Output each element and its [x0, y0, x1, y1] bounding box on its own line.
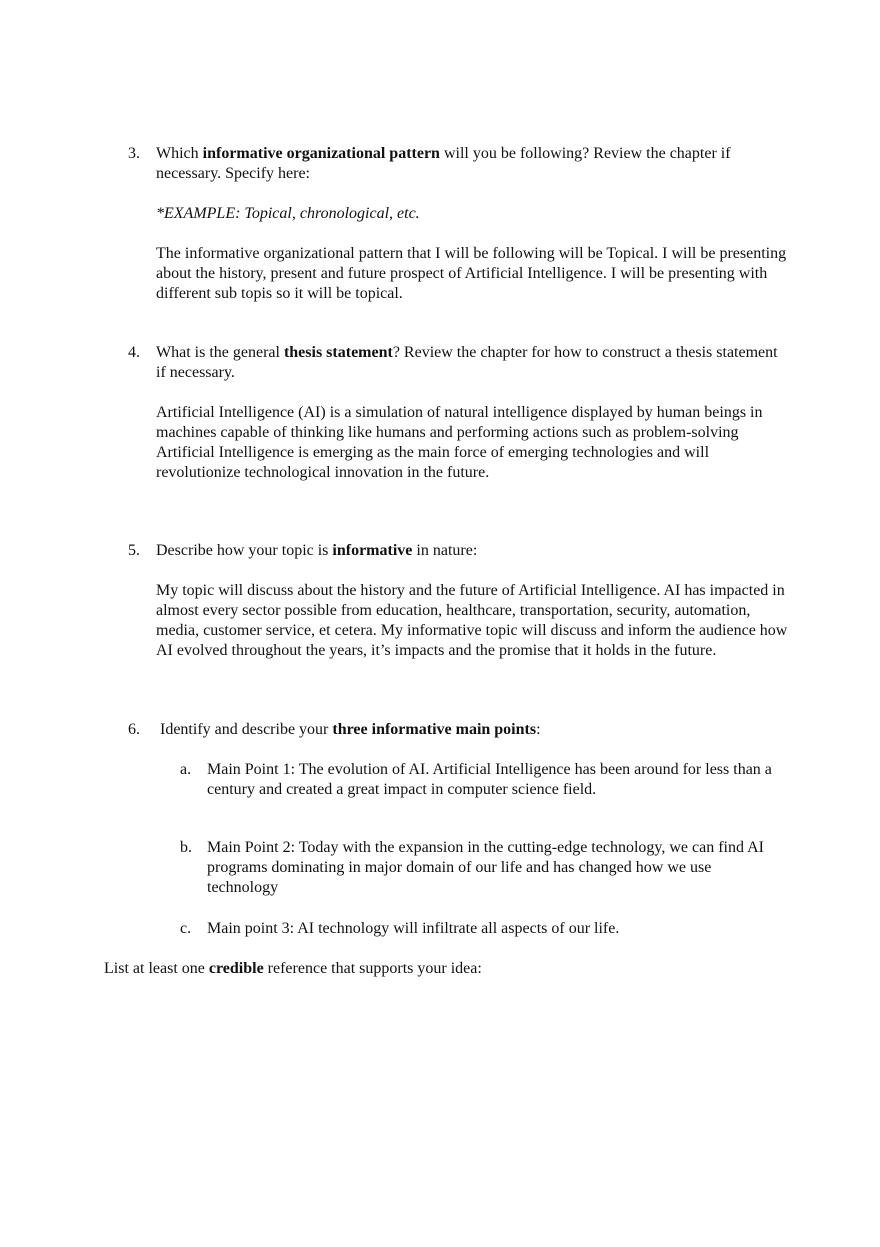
question-3 [128, 144, 788, 304]
question-number: 5. [128, 542, 140, 559]
list-letter: c. [180, 920, 192, 937]
answer-text: My topic will discuss about the history and the future of Artificial Intelligence. AI has impacted in almost every sector possible from education, healthcare, transportation, security, automation, media, customer service, et cetera. My informative topic will discuss and inform the audience how AI evolved throughout the years, it’s impacts and the promise that it holds in the future. [156, 582, 788, 659]
prompt-text: Describe how your topic is [156, 542, 333, 559]
prompt-text: Identify and describe your [160, 721, 333, 738]
answer-text: The informative organizational pattern that I will be following will be Topical. I will be presenting about the history, present and future prospect of Artificial Intelligence. I will be presenting with different sub topis so it will be topical. [156, 245, 787, 302]
prompt-text: will you be following? Review the chapter if necessary. Specify here: [156, 145, 731, 182]
prompt-keyword: thesis statement [283, 344, 393, 361]
main-point-text: Main Point 1: The evolution of AI. Artificial Intelligence has been around for less than a century and created a great impact in computer science field. [207, 761, 772, 798]
prompt-text: What is the general [156, 344, 284, 361]
example-text: *EXAMPLE: Topical, chronological, etc. [156, 205, 420, 222]
question-number: 4. [128, 344, 140, 361]
main-point-text: Main Point 2: Today with the expansion in the cutting-edge technology, we can find AI programs dominating in major domain of our life and has changed how we use technology [207, 839, 764, 896]
prompt-text: List at least one [104, 960, 209, 977]
question-4 [128, 343, 788, 483]
question-number: 3. [128, 145, 140, 162]
question-prompt [156, 144, 788, 184]
question-prompt [160, 720, 788, 740]
main-point-b [180, 838, 780, 898]
question-prompt [156, 541, 788, 561]
list-letter: b. [180, 839, 192, 856]
prompt-keyword: three informative main points [332, 721, 537, 738]
question-6 [128, 720, 788, 740]
main-point-c [180, 919, 780, 939]
list-letter: a. [180, 761, 192, 778]
answer-text: Artificial Intelligence is emerging as the main force of emerging technologies and will revolutionize technological innovation in the future. [156, 444, 710, 481]
main-point-text: Main point 3: AI technology will infiltrate all aspects of our life. [207, 920, 620, 937]
reference-prompt [104, 959, 804, 979]
question-number: 6. [128, 721, 140, 738]
prompt-text: ? Review the chapter for how to construct a thesis statement if necessary. [156, 344, 778, 381]
prompt-text: Which [156, 145, 203, 162]
prompt-keyword: informative organizational pattern [202, 145, 440, 162]
main-point-a [180, 760, 780, 800]
answer-text: Artificial Intelligence (AI) is a simulation of natural intelligence displayed by human beings in machines capable of thinking like humans and performing actions such as problem-solving [156, 404, 763, 441]
question-prompt [156, 343, 788, 383]
prompt-text: in nature: [412, 542, 478, 559]
prompt-keyword: informative [332, 542, 413, 559]
prompt-text: : [536, 721, 541, 738]
prompt-text: reference that supports your idea: [263, 960, 482, 977]
question-5 [128, 541, 788, 661]
prompt-keyword: credible [208, 960, 264, 977]
